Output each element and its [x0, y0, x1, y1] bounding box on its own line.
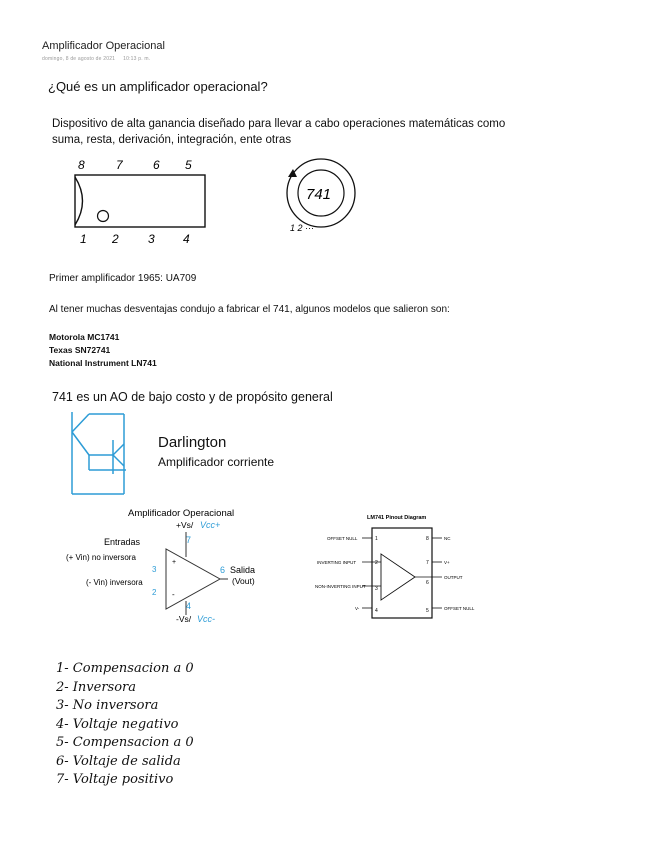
disadvantages-text: Al tener muchas desventajas condujo a fabricar el 741, algunos modelos que salieron son:: [49, 304, 450, 315]
entradas-label: Entradas: [104, 537, 141, 547]
pin-num: 1: [375, 536, 378, 542]
darlington-subtitle: Amplificador corriente: [158, 455, 275, 469]
pin-left: NON-INVERTING INPUT: [315, 584, 366, 589]
pin-num: 8: [426, 536, 429, 542]
model-list: [49, 331, 157, 370]
pin-list-item: 2- Inversora: [56, 679, 137, 695]
definition-line: suma, resta, derivación, integración, ente otras: [52, 134, 292, 146]
chip-sketch: [60, 155, 230, 250]
lm741-pinout: [315, 508, 485, 620]
pin-num: 5: [426, 608, 429, 614]
chip-pin-label: 2: [112, 232, 119, 246]
chip-pin-label: 4: [183, 232, 190, 246]
definition-line: Dispositivo de alta ganancia diseñado para llevar a cabo operaciones matemáticas como: [52, 118, 506, 130]
opamp-title: Amplificador Operacional: [128, 508, 235, 519]
plus-sign: +: [172, 559, 177, 566]
vplus-label: +Vs/: [176, 520, 194, 530]
chip-pin-label: 8: [78, 158, 85, 172]
model-item: Texas SN72741: [49, 345, 111, 355]
q2-collector: [113, 444, 124, 455]
pin-num: 2: [375, 560, 378, 566]
time-text: 10:13 p. m.: [123, 56, 151, 62]
first-amp-text: Primer amplificador 1965: UA709: [49, 273, 197, 284]
chip-notch: [75, 177, 83, 225]
opamp-triangle: [166, 549, 220, 609]
pin-right: NC: [444, 536, 451, 541]
pinout-title: LM741 Pinout Diagram: [367, 515, 427, 521]
vplus-hand: Vcc+: [200, 520, 221, 530]
model-item: Motorola MC1741: [49, 332, 120, 342]
pin-num: 7: [426, 560, 429, 566]
pin-num: 3: [375, 586, 378, 592]
pin-right: V+: [444, 560, 450, 565]
pin-list-item: 5- Compensacion a 0: [56, 735, 194, 750]
chip-pin-label: 7: [116, 158, 123, 172]
pin-list-item: 1- Compensacion a 0: [56, 661, 194, 676]
pin2-label: 2: [152, 588, 157, 597]
round-label: 741: [306, 186, 332, 203]
pin-list-item: 4- Voltaje negativo: [56, 716, 179, 732]
darlington-sketch: [62, 410, 142, 500]
salida-label: Salida: [230, 565, 256, 575]
vminus-hand: Vcc-: [197, 614, 215, 624]
pin6-label: 6: [220, 565, 226, 575]
opamp-diagram: [60, 505, 290, 630]
pin7-label: 7: [186, 535, 192, 545]
pin-left: OFFSET NULL: [327, 536, 358, 541]
pin-list-item: 3- No inversora: [56, 698, 159, 713]
question-heading: ¿Qué es un amplificador operacional?: [48, 79, 268, 94]
inv-label: (- Vin) inversora: [86, 578, 143, 587]
pin-left: V-: [355, 606, 360, 611]
pin-num: 4: [375, 608, 378, 614]
chip-pin-label: 5: [185, 158, 192, 172]
chip-pin-label: 6: [153, 158, 160, 172]
pinout-triangle: [381, 554, 415, 600]
pin4-label: 4: [186, 601, 192, 611]
pin-list: [56, 660, 194, 790]
general-purpose-heading: 741 es un AO de bajo costo y de propósito general: [52, 390, 333, 404]
pin-right: OUTPUT: [444, 575, 463, 580]
pin-left: INVERTING INPUT: [317, 560, 357, 565]
noninv-label: (+ Vin) no inversora: [66, 553, 136, 562]
pin1-dot: [98, 211, 109, 222]
pin-list-item: 7- Voltaje positivo: [56, 772, 174, 787]
q1-collector: [72, 414, 89, 432]
chip-body: [75, 175, 205, 227]
round-741-sketch: [278, 155, 368, 235]
pin-right: OFFSET NULL: [444, 606, 475, 611]
vminus-label: -Vs/: [176, 614, 192, 624]
darlington-title: Darlington: [158, 434, 227, 451]
q2-emitter: [113, 455, 124, 466]
pin3-label: 3: [152, 565, 157, 574]
page-title: Amplificador Operacional: [42, 40, 165, 52]
chip-pin-label: 3: [148, 232, 155, 246]
page-date: [42, 56, 150, 62]
vout-label: (Vout): [232, 576, 255, 586]
model-item: National Instrument LN741: [49, 358, 157, 368]
date-text: domingo, 8 de agosto de 2021: [42, 56, 116, 62]
minus-sign: -: [172, 590, 175, 599]
definition-paragraph: [52, 116, 552, 148]
pin-list-item: 6- Voltaje de salida: [56, 753, 181, 769]
round-pins: 1 2 ···: [290, 223, 315, 233]
chip-pin-label: 1: [80, 232, 87, 246]
q1-emitter: [72, 432, 89, 455]
pin-num: 6: [426, 580, 429, 586]
